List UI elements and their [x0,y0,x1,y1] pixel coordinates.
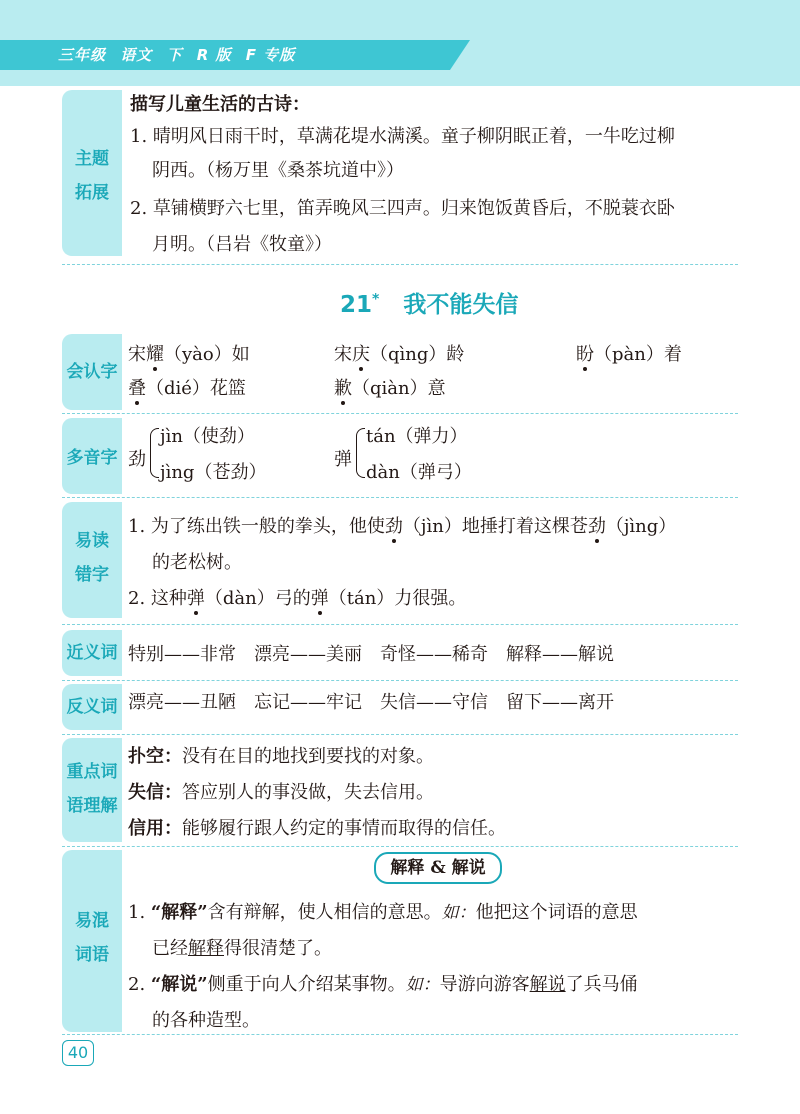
misread-label-1: 易读 [75,531,109,551]
confusing-label-1: 易混 [75,911,109,931]
text: （tán）力很强。 [328,588,467,609]
confusing-entry-2-line2: 的各种造型。 [152,1010,260,1031]
item-pinyin: （dié） [146,378,210,399]
dotted-char: 弹 [310,588,329,609]
misread-sentence-1 [128,512,676,538]
recognize-item-1 [128,340,250,366]
recognize-item-5 [334,374,446,400]
term: “解说” [150,974,208,995]
page-number: 40 [62,1040,94,1066]
keyword-def: 答应别人的事没做，失去信用。 [182,782,434,803]
confusing-label-2: 词语 [75,945,109,965]
item-pinyin: （pàn） [594,344,664,365]
item-pinyin: （yào） [164,344,232,365]
item-char: 耀 [146,344,164,365]
divider [62,497,738,498]
recognize-item-2 [334,340,464,366]
poem2-line1: 2. 草铺横野六七里，笛弄晚风三四声。归来饱饭黄昏后，不脱蓑衣卧 [130,198,675,219]
dotted-char: 弹 [186,588,205,609]
misread-sentence-2 [128,584,466,610]
keyword-term: 信用： [128,818,182,839]
brace-2 [356,428,365,478]
synonyms-sidebar [62,630,122,676]
keyword-item [128,814,506,840]
text: 得很清楚了。 [224,938,332,959]
example-marker: 如： [405,975,440,995]
confusing-sidebar [62,850,122,1032]
item-pinyin: （qìng） [370,344,447,365]
text: 已经 [152,938,188,959]
keywords-label-2: 语理解 [66,796,118,816]
poem1-line1: 1. 晴明风日雨干时，草满花堤水满溪。童子柳阴眠正着，一牛吃过柳 [130,126,675,147]
text: 2. [128,974,151,995]
underlined-word: 解释 [188,938,224,959]
item-char: 叠 [128,378,146,399]
text: 1. [128,902,151,923]
theme-label-1: 主题 [75,149,109,169]
dotted-char: 劲 [587,516,606,537]
divider [62,734,738,735]
poem1-line2: 阴西。（杨万里《桑茶坑道中》） [152,160,404,181]
brace-1 [150,428,159,478]
misread-label-2: 错字 [75,565,109,585]
theme-heading: 描写儿童生活的古诗： [130,94,310,115]
keyword-def: 没有在目的地找到要找的对象。 [182,746,434,767]
keywords-label-1: 重点词 [66,762,118,782]
polyphone-label: 多音字 [66,448,118,468]
header-title [58,44,303,65]
divider [62,680,738,681]
item-after: 龄 [446,344,465,365]
polyphone-reading-1b: jìng（苍劲） [160,462,267,483]
item-before: 宋 [334,344,352,365]
recognize-sidebar [62,334,122,410]
theme-sidebar [62,90,122,256]
lesson-number: 21 [340,292,373,318]
polyphone-reading-2a: tán（弹力） [366,426,468,447]
divider [62,264,738,265]
text: （jìn）地捶打着这棵苍 [402,516,588,537]
edition-label: R 版 [196,46,232,64]
keyword-item [128,742,434,768]
theme-label-2: 拓展 [75,183,109,203]
term-label: 下 [166,46,183,64]
recognize-item-3 [576,340,682,366]
synonyms-label: 近义词 [66,643,118,663]
example-marker: 如： [441,903,476,923]
text: （dàn）弓的 [204,588,311,609]
dotted-char: 劲 [384,516,403,537]
item-pinyin: （qiàn） [352,378,428,399]
lesson-mark: * [372,291,380,308]
grade-label: 三年级 [58,46,107,64]
lesson-name: 我不能失信 [403,292,519,318]
confusing-entry-1-line2 [152,934,332,960]
text: 1. 为了练出铁一般的拳头，他使 [128,516,385,537]
item-before: 宋 [128,344,146,365]
item-after: 意 [427,378,446,399]
keyword-def: 能够履行跟人约定的事情而取得的信任。 [182,818,506,839]
antonyms-text: 漂亮——丑陋 忘记——牢记 失信——守信 留下——离开 [128,692,614,713]
confusing-entry-2 [128,970,638,996]
antonyms-label: 反义词 [66,697,118,717]
item-char: 盼 [576,344,594,365]
term: “解释” [150,902,208,923]
synonyms-text: 特别——非常 漂亮——美丽 奇怪——稀奇 解释——解说 [128,644,614,665]
polyphone-char-1: 劲 [128,449,146,470]
divider [62,1034,738,1035]
keyword-item [128,778,434,804]
misread-sentence-1-line2: 的老松树。 [152,552,242,573]
divider [62,624,738,625]
item-after: 着 [663,344,682,365]
item-after: 花篮 [209,378,246,399]
polyphone-reading-2b: dàn（弹弓） [366,462,472,483]
confusing-entry-1 [128,898,638,924]
item-char: 庆 [352,344,370,365]
recognize-label: 会认字 [66,362,118,382]
text: （jìng） [605,516,677,537]
underlined-word: 解说 [529,974,566,995]
polyphone-reading-1a: jìn（使劲） [160,426,255,447]
keyword-term: 失信： [128,782,182,803]
page-header [0,0,800,86]
item-char: 歉 [334,378,352,399]
text: 2. 这种 [128,588,187,609]
polyphone-sidebar [62,418,122,494]
polyphone-char-2: 弹 [334,449,352,470]
keyword-term: 扑空： [128,746,182,767]
misread-sidebar [62,502,122,618]
text: 他把这个词语的意思 [475,902,638,923]
text: 含有辩解，使人相信的意思。 [207,902,442,923]
antonyms-sidebar [62,684,122,730]
recognize-item-4 [128,374,246,400]
keywords-sidebar [62,738,122,842]
subject-label: 语文 [120,46,153,64]
text: 导游向游客 [439,974,530,995]
word-pair-badge: 解释 & 解说 [374,852,502,884]
divider [62,413,738,414]
poem2-line2: 月明。（吕岩《牧童》） [152,234,332,255]
special-label: F 专版 [245,46,296,64]
divider [62,846,738,847]
text: 侧重于向人介绍某事物。 [207,974,406,995]
item-after: 如 [231,344,250,365]
lesson-title [340,286,518,319]
text: 了兵马俑 [565,974,638,995]
